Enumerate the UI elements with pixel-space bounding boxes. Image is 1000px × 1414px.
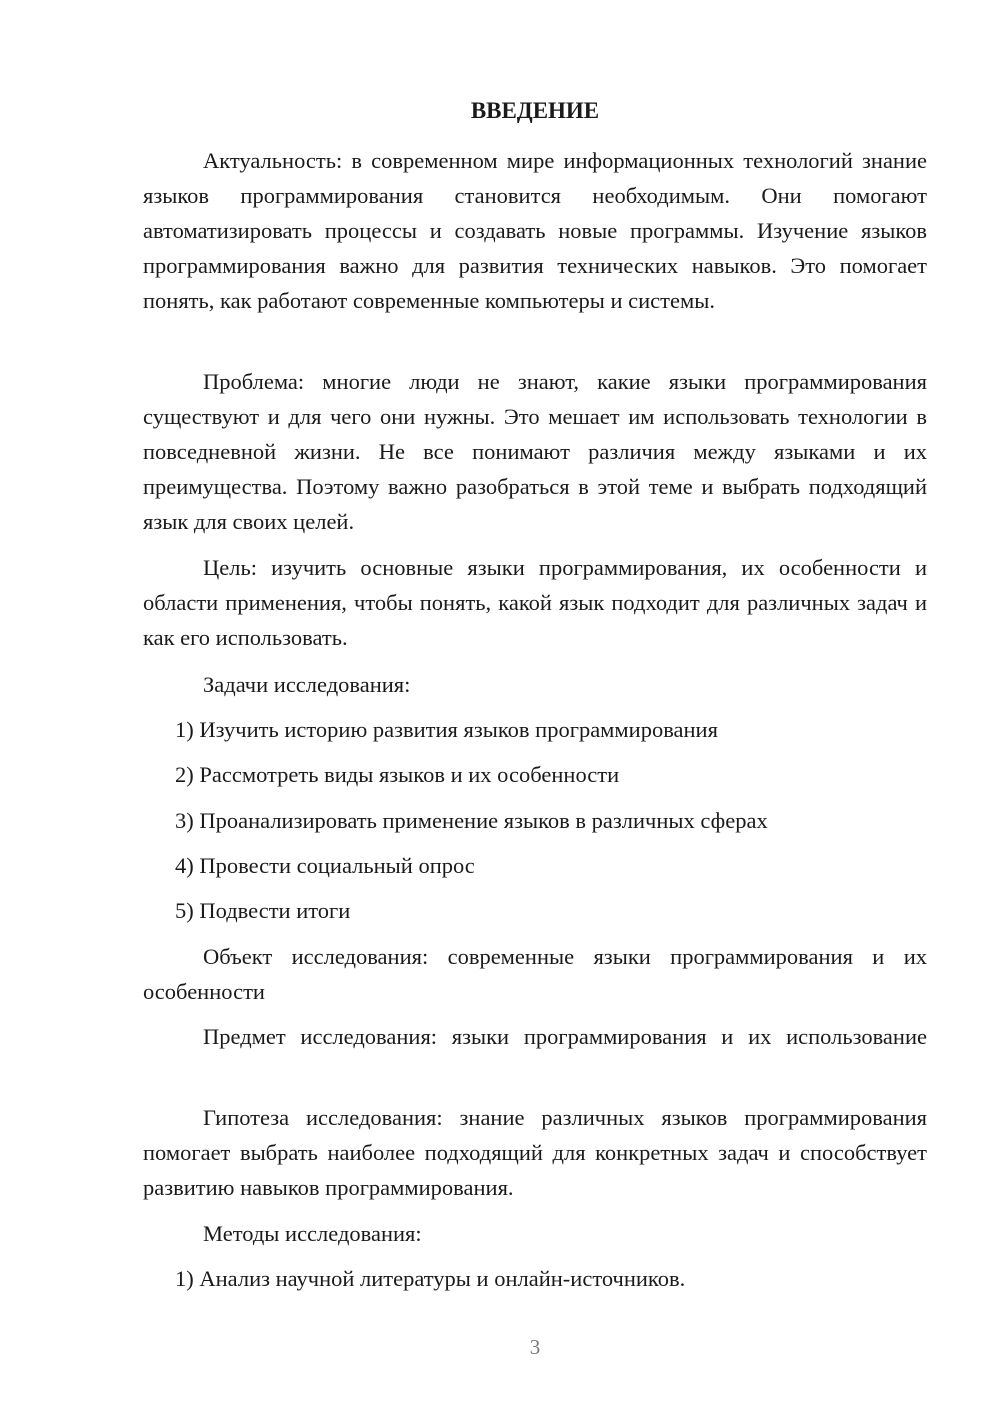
subject-paragraph: Предмет исследования: языки программирования и их использование xyxy=(203,1024,927,1049)
tasks-heading: Задачи исследования: xyxy=(203,672,411,697)
method-item: 1) Анализ научной литературы и онлайн-источников. xyxy=(175,1266,686,1291)
task-item: 2) Рассмотреть виды языков и их особенности xyxy=(175,762,620,787)
goal-paragraph: Цель: изучить основные языки программирования, их особенности и области применения, чтобы понять, какой язык подходит для различных задач и как его использовать. xyxy=(143,555,927,650)
page-title: ВВЕДЕНИЕ xyxy=(470,98,600,123)
relevance-paragraph: Актуальность: в современном мире информационных технологий знание языков программирования становится необходимым. Они помогают автоматизировать процессы и создавать новые программы. Изучение языков программирования важно для развития технических навыков. Это помогает понять, как работают современные компьютеры и системы. xyxy=(143,148,927,313)
methods-heading: Методы исследования: xyxy=(203,1221,422,1246)
object-paragraph: Объект исследования: современные языки программирования и их особенности xyxy=(143,944,927,1004)
problem-paragraph: Проблема: многие люди не знают, какие языки программирования существуют и для чего они нужны. Это мешает им использовать технологии в повседневной жизни. Не все понимают различия между языками и их преимущества. Поэтому важно разобраться в этой теме и выбрать подходящий язык для своих целей. xyxy=(143,369,927,534)
task-item: 5) Подвести итоги xyxy=(175,898,351,923)
page-number: 3 xyxy=(529,1335,541,1359)
task-item: 4) Провести социальный опрос xyxy=(175,853,475,878)
hypothesis-paragraph: Гипотеза исследования: знание различных языков программирования помогает выбрать наиболее подходящий для конкретных задач и способствует развитию навыков программирования. xyxy=(143,1105,927,1200)
task-item: 3) Проанализировать применение языков в различных сферах xyxy=(175,808,768,833)
task-item: 1) Изучить историю развития языков программирования xyxy=(175,717,718,742)
